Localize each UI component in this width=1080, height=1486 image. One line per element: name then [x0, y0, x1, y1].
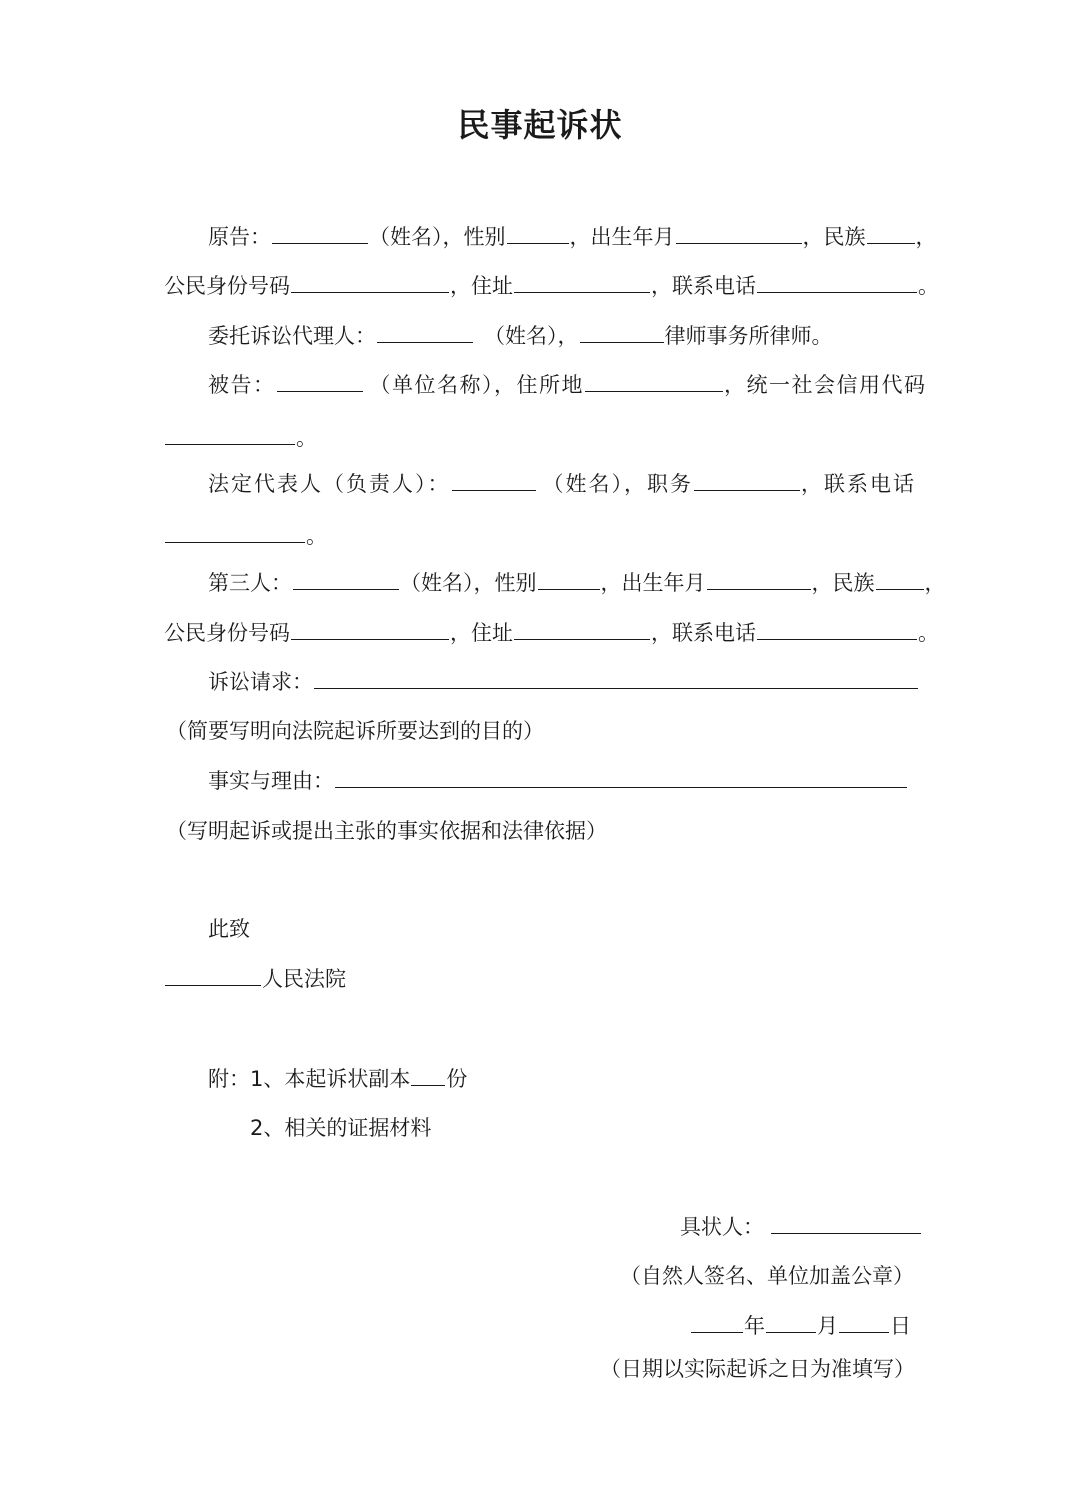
signer-field[interactable] — [771, 1212, 921, 1234]
legal-rep-line-2 — [164, 521, 327, 551]
legal-rep-name-field[interactable] — [452, 469, 536, 491]
agent-label: 委托诉讼代理人： — [208, 324, 376, 348]
month-label: 月 — [817, 1314, 838, 1338]
legal-rep-line-1 — [208, 469, 916, 499]
third-party-ethnicity-field[interactable] — [876, 568, 924, 590]
plaintiff-name-field[interactable] — [272, 222, 368, 244]
third-party-phone-field[interactable] — [757, 618, 917, 640]
third-party-id-field[interactable] — [291, 618, 449, 640]
third-party-address-field[interactable] — [514, 618, 650, 640]
third-party-birth-field[interactable] — [707, 568, 811, 590]
plaintiff-birth-label: ，出生年月 — [569, 225, 675, 249]
third-party-label: 第三人： — [208, 571, 292, 595]
agent-name-field[interactable] — [377, 321, 473, 343]
legal-rep-label: 法定代表人（负责人）： — [208, 472, 451, 496]
third-party-address-label: ，住址 — [450, 621, 513, 645]
claims-note: （简要写明向法院起诉所要达到的目的） — [166, 719, 544, 743]
legal-rep-phone-label: ，联系电话 — [801, 472, 916, 496]
third-party-phone-label: ，联系电话 — [651, 621, 756, 645]
copies-unit: 份 — [446, 1067, 468, 1091]
signer-label: 具状人： — [680, 1215, 764, 1239]
day-label: 日 — [890, 1314, 911, 1338]
defendant-unit-field[interactable] — [277, 370, 363, 392]
agent-name-hint: （姓名）， — [484, 324, 579, 348]
facts-line — [208, 766, 908, 796]
third-party-ethnicity-label: ，民族 — [811, 571, 875, 595]
attachment-2: 2、相关的证据材料 — [250, 1116, 432, 1140]
signature-note: （自然人签名、单位加盖公章） — [620, 1264, 914, 1288]
agent-line — [208, 321, 833, 351]
claims-line — [208, 667, 919, 697]
court-name-field[interactable] — [165, 964, 261, 986]
plaintiff-address-label: ，住址 — [450, 274, 513, 298]
third-party-line-2 — [164, 618, 939, 648]
facts-label: 事实与理由： — [208, 769, 334, 793]
third-party-birth-label: ，出生年月 — [600, 571, 706, 595]
third-party-period: 。 — [918, 621, 939, 645]
court-suffix: 人民法院 — [262, 967, 346, 991]
defendant-line-1 — [208, 370, 927, 400]
salutation: 此致 — [208, 917, 250, 941]
third-party-name-field[interactable] — [293, 568, 399, 590]
legal-rep-period: 。 — [306, 524, 327, 548]
facts-field[interactable] — [335, 766, 907, 788]
plaintiff-address-field[interactable] — [514, 271, 650, 293]
plaintiff-id-label: 公民身份号码 — [164, 274, 290, 298]
plaintiff-period: 。 — [918, 274, 939, 298]
year-field[interactable] — [691, 1311, 743, 1333]
plaintiff-line-2 — [164, 271, 939, 301]
plaintiff-name-hint: （姓名）， — [369, 225, 464, 249]
plaintiff-phone-label: ，联系电话 — [651, 274, 756, 298]
copies-field[interactable] — [411, 1064, 445, 1086]
third-party-name-hint: （姓名）， — [400, 571, 495, 595]
third-party-line-1 — [208, 568, 946, 598]
attachment-1 — [208, 1064, 467, 1094]
plaintiff-ethnicity-field[interactable] — [867, 222, 915, 244]
legal-rep-position-field[interactable] — [694, 469, 800, 491]
day-field[interactable] — [839, 1311, 889, 1333]
legal-rep-phone-field[interactable] — [165, 521, 305, 543]
legal-rep-name-hint: （姓名）， — [542, 472, 647, 496]
defendant-period: 。 — [296, 426, 317, 450]
document-title: 民事起诉状 — [457, 106, 623, 144]
plaintiff-label: 原告： — [208, 225, 271, 249]
claims-label: 诉讼请求： — [208, 670, 313, 694]
date-note: （日期以实际起诉之日为准填写） — [600, 1357, 915, 1381]
claims-field[interactable] — [314, 667, 918, 689]
plaintiff-line-end: ， — [915, 225, 937, 249]
attachment-1-prefix: 附：1、本起诉状副本 — [208, 1067, 411, 1091]
third-party-gender-field[interactable] — [538, 568, 600, 590]
third-party-id-label: 公民身份号码 — [164, 621, 290, 645]
defendant-credit-label: ，统一社会信用代码 — [724, 373, 927, 397]
plaintiff-gender-field[interactable] — [507, 222, 569, 244]
legal-rep-position-label: 职务 — [647, 472, 693, 496]
agent-firm-field[interactable] — [580, 321, 664, 343]
year-label: 年 — [744, 1314, 765, 1338]
plaintiff-gender-label: 性别 — [463, 225, 506, 249]
defendant-credit-field[interactable] — [165, 423, 295, 445]
defendant-domicile-label: 住所地 — [516, 373, 584, 397]
third-party-gender-label: 性别 — [494, 571, 537, 595]
facts-note: （写明起诉或提出主张的事实依据和法律依据） — [166, 819, 607, 843]
defendant-unit-hint: （单位名称）， — [369, 373, 517, 397]
date-line — [690, 1311, 911, 1341]
plaintiff-phone-field[interactable] — [757, 271, 917, 293]
plaintiff-line-1 — [208, 222, 937, 252]
plaintiff-birth-field[interactable] — [676, 222, 802, 244]
signer-line — [680, 1212, 922, 1242]
defendant-label: 被告： — [208, 373, 276, 397]
defendant-line-2 — [164, 423, 317, 453]
third-party-line-end: ， — [924, 571, 946, 595]
plaintiff-ethnicity-label: ，民族 — [802, 225, 866, 249]
plaintiff-id-field[interactable] — [291, 271, 449, 293]
defendant-domicile-field[interactable] — [585, 370, 723, 392]
agent-firm-suffix: 律师事务所律师。 — [664, 324, 833, 348]
court-line — [164, 964, 346, 994]
month-field[interactable] — [766, 1311, 816, 1333]
